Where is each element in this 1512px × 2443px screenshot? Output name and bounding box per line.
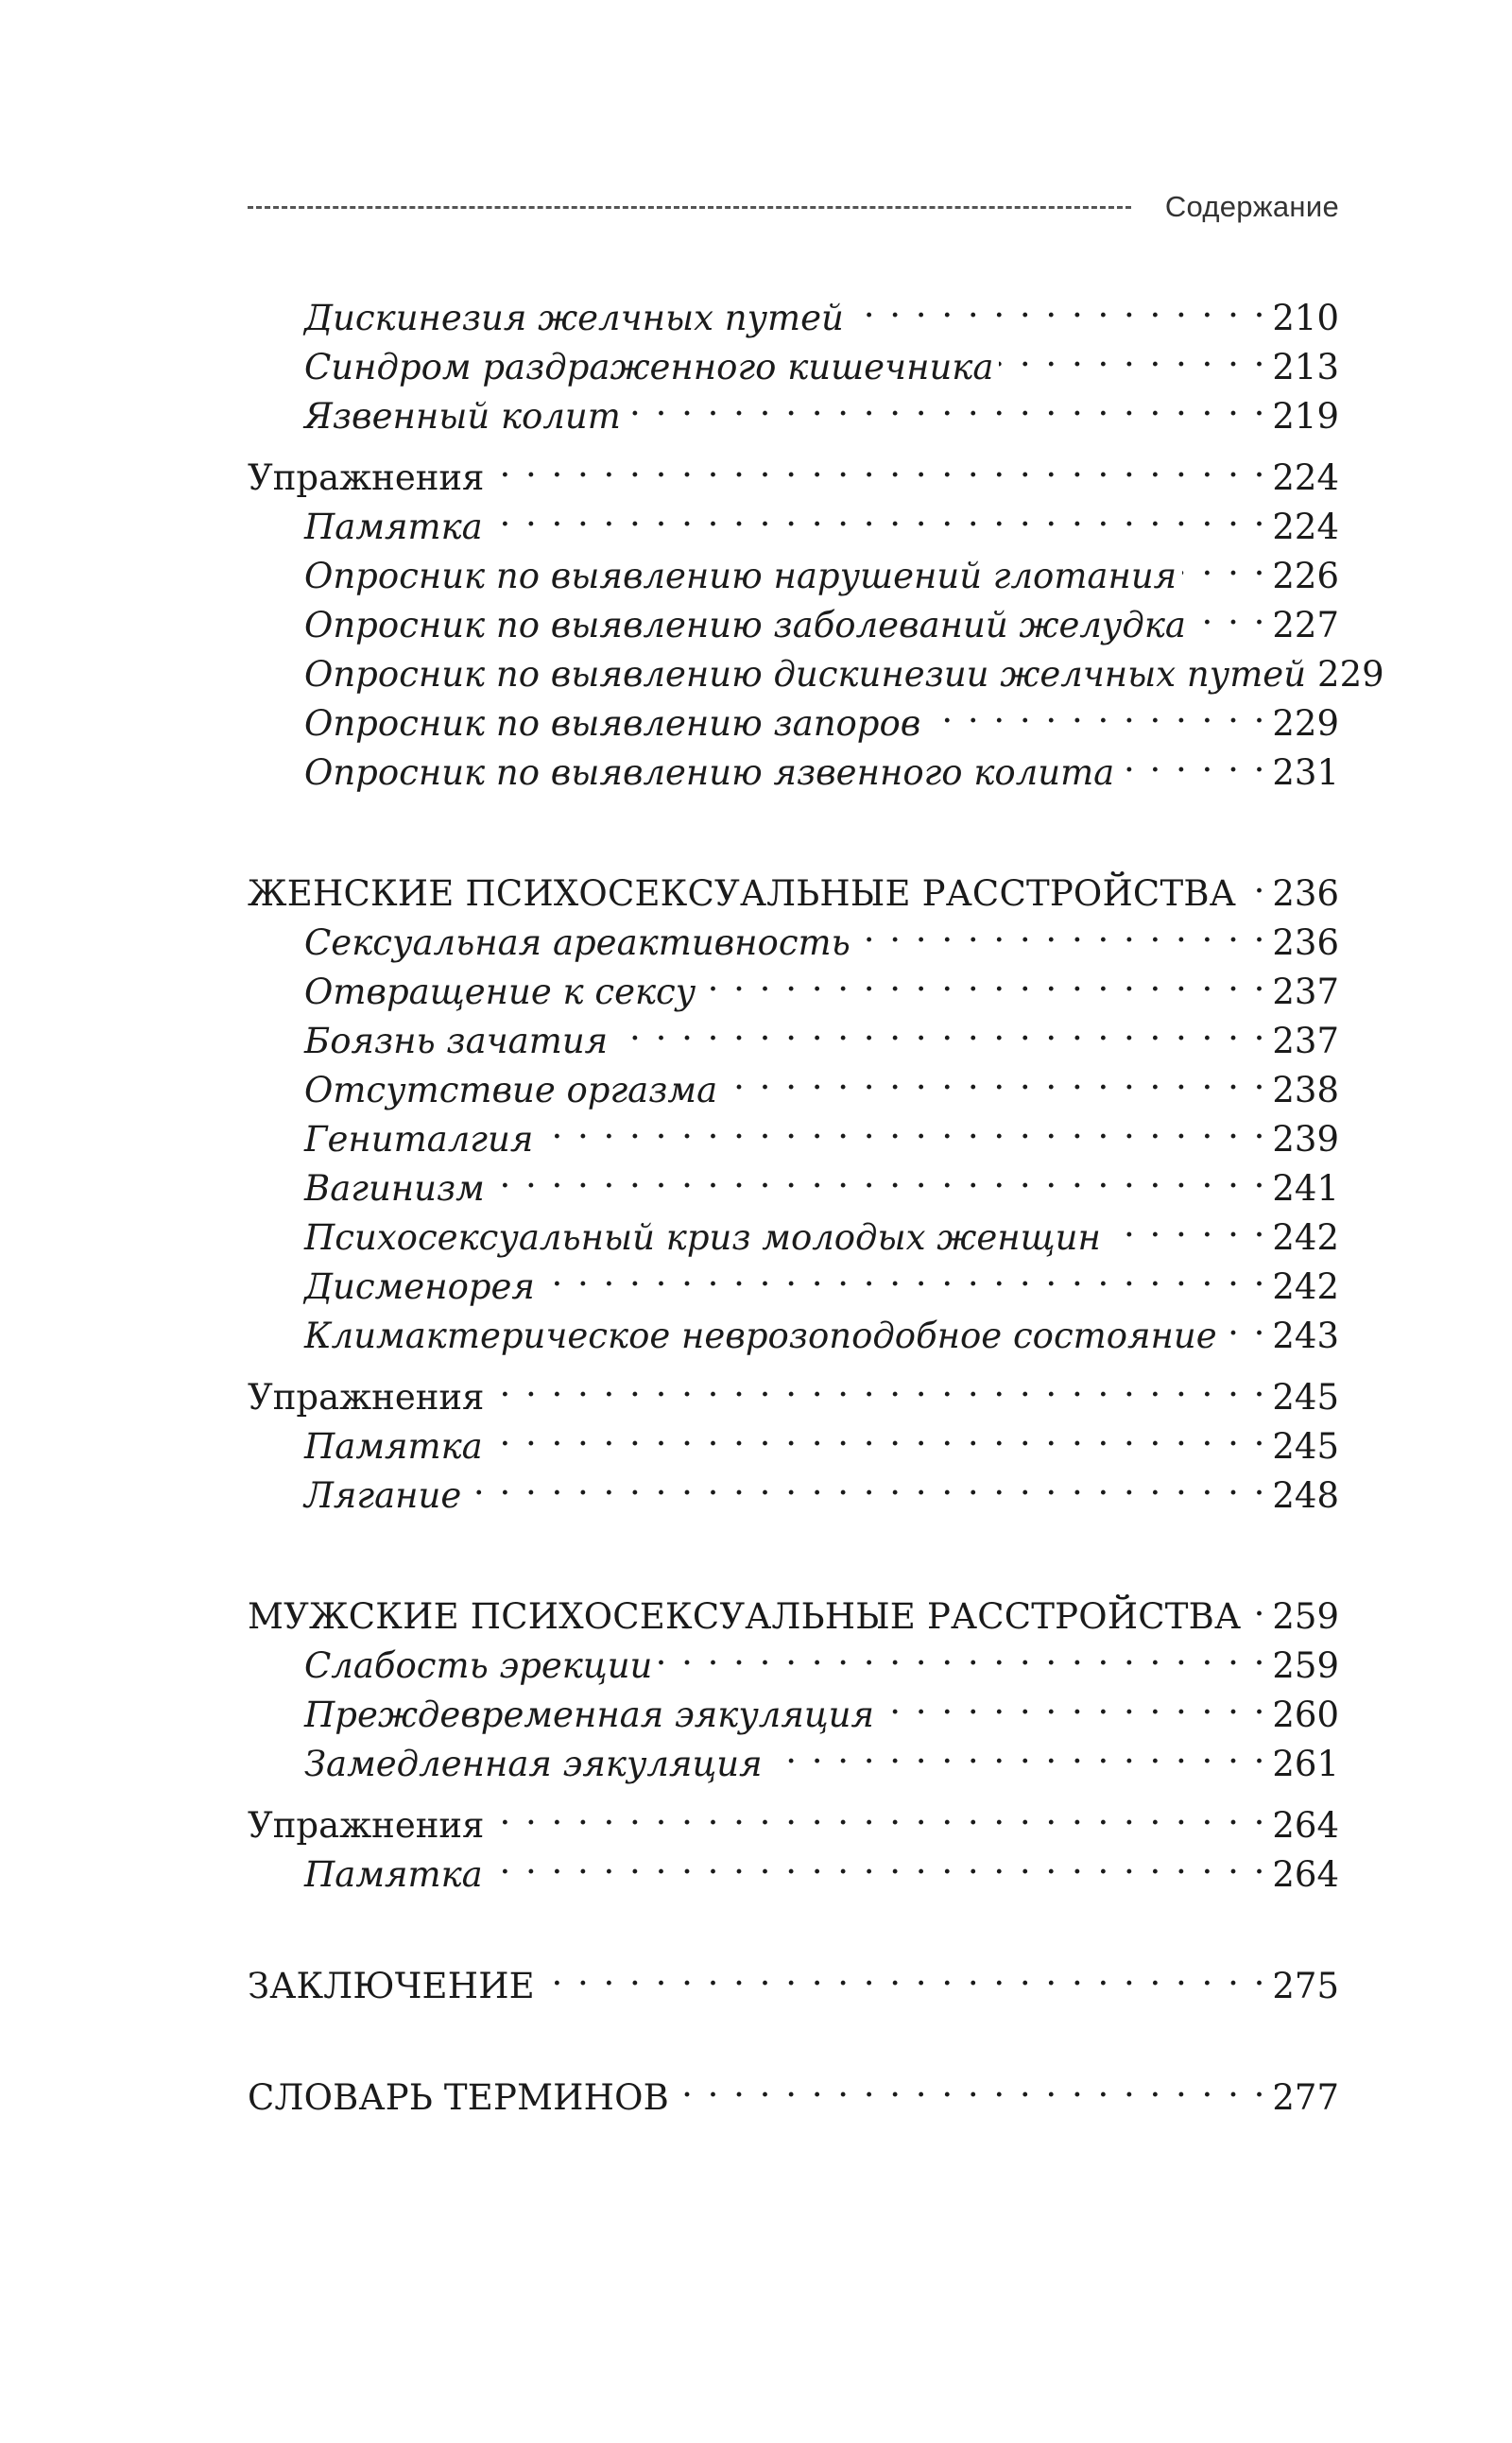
toc-entry-title: ЗАКЛЮЧЕНИЕ [248, 1966, 535, 2006]
toc-page-number: 261 [1272, 1744, 1339, 1784]
toc-entry-title: Дискинезия желчных путей [304, 298, 844, 338]
toc-entry-title: Памятка [304, 507, 483, 547]
toc-section-entry[interactable] [248, 1788, 1339, 1846]
dot-leader [627, 379, 1267, 428]
toc-page-number: 226 [1272, 556, 1339, 596]
toc-entry[interactable] [248, 1837, 1339, 1895]
toc-page-number: 243 [1272, 1316, 1339, 1356]
toc-page-number: 242 [1272, 1217, 1339, 1258]
toc-entry-title: Слабость эрекции [304, 1645, 653, 1686]
toc-page-number: 236 [1272, 922, 1339, 963]
toc-entry[interactable] [248, 1458, 1339, 1516]
toc-entry[interactable] [248, 1151, 1339, 1209]
toc-entry-title: Упражнения [248, 1377, 485, 1418]
dot-leader [999, 330, 1266, 379]
toc-page-number: 237 [1272, 1021, 1339, 1061]
dot-leader [539, 1102, 1266, 1151]
dot-leader [1192, 588, 1266, 637]
toc-page-number: 275 [1272, 1966, 1339, 2006]
toc-entry-title: Синдром раздраженного кишечника [304, 347, 994, 387]
toc-entry-title: Сексуальная ареактивность [304, 922, 850, 963]
dot-leader [1182, 539, 1266, 588]
toc-page-number: 259 [1272, 1645, 1339, 1686]
dot-leader [723, 1053, 1266, 1102]
toc-entry-title: Опросник по выявлению язвенного колита [304, 752, 1115, 793]
toc-entry-title: Опросник по выявлению запоров [304, 703, 921, 744]
toc-page-number: 245 [1272, 1377, 1339, 1418]
toc-entry[interactable] [248, 1677, 1339, 1735]
toc-page-number: 277 [1272, 2077, 1339, 2118]
toc-entry[interactable] [248, 379, 1339, 437]
toc-page-number: 227 [1272, 605, 1339, 645]
dot-leader [490, 1788, 1266, 1837]
toc-chapter-entry[interactable] [248, 1579, 1339, 1637]
toc-entry-title: Замедленная эякуляция [304, 1744, 763, 1784]
dot-leader [850, 281, 1267, 330]
toc-entry[interactable] [248, 1299, 1339, 1356]
dot-leader [541, 1949, 1266, 1998]
dot-leader [541, 1249, 1266, 1299]
toc-page-number: 264 [1272, 1805, 1339, 1846]
dot-leader [489, 490, 1267, 539]
toc-entry-title: Дисменорея [304, 1266, 535, 1307]
toc-page-number: 236 [1272, 873, 1339, 914]
toc-page-number: 224 [1272, 457, 1339, 498]
toc-entry[interactable] [248, 1053, 1339, 1110]
toc-entry-title: Психосексуальный криз молодых женщин [304, 1217, 1101, 1258]
toc-entry[interactable] [248, 1249, 1339, 1307]
toc-page-number: 224 [1272, 507, 1339, 547]
toc-entry[interactable] [248, 735, 1339, 793]
toc-entry-title: Климактерическое неврозоподобное состояние [304, 1316, 1217, 1356]
toc-page-number: 264 [1272, 1854, 1339, 1895]
dot-leader [880, 1677, 1266, 1727]
toc-entry-title: Преждевременная эякуляция [304, 1695, 874, 1735]
toc-entry-title: Упражнения [248, 1805, 485, 1846]
toc-page-number: 260 [1272, 1695, 1339, 1735]
header-title: Содержание [1164, 190, 1339, 223]
toc-entry[interactable] [248, 1727, 1339, 1784]
toc-page-number: 229 [1317, 654, 1384, 695]
toc-entry[interactable] [248, 905, 1339, 963]
toc-entry-title: МУЖСКИЕ ПСИХОСЕКСУАЛЬНЫЕ РАССТРОЙСТВА [248, 1596, 1242, 1637]
toc-entry[interactable] [248, 330, 1339, 387]
toc-entry[interactable] [248, 281, 1339, 338]
toc-entry-title: Отсутствие оргазма [304, 1070, 718, 1110]
toc-entry-title: Язвенный колит [304, 396, 621, 437]
dot-leader [658, 1628, 1266, 1677]
toc-page-number: 242 [1272, 1266, 1339, 1307]
toc-entry[interactable] [248, 539, 1339, 596]
toc-page-number: 210 [1272, 298, 1339, 338]
dot-leader [701, 955, 1266, 1004]
toc-entry-title: Памятка [304, 1426, 483, 1467]
toc-entry[interactable] [248, 686, 1339, 744]
toc-entry-title: СЛОВАРЬ ТЕРМИНОВ [248, 2077, 670, 2118]
dot-leader [613, 1004, 1266, 1053]
dot-leader [467, 1458, 1266, 1507]
dot-leader [1223, 1299, 1267, 1348]
toc-entry-title: Памятка [304, 1854, 483, 1895]
toc-entry-title: Опросник по выявлению нарушений глотания [304, 556, 1177, 596]
toc-entry[interactable] [248, 955, 1339, 1012]
dot-leader [675, 2060, 1266, 2109]
dot-leader [1242, 856, 1266, 905]
toc-entry[interactable] [248, 1102, 1339, 1160]
toc-page-number: 259 [1272, 1596, 1339, 1637]
dot-leader [490, 1360, 1266, 1409]
toc-entry[interactable] [248, 490, 1339, 547]
toc-chapter-entry[interactable] [248, 2060, 1339, 2118]
toc-chapter-entry[interactable] [248, 856, 1339, 914]
toc-entry-title: Опросник по выявлению дискинезии желчных путей [304, 654, 1307, 695]
toc-entry-title: Боязнь зачатия [304, 1021, 609, 1061]
toc-page-number: 238 [1272, 1070, 1339, 1110]
toc-section-entry[interactable] [248, 440, 1339, 498]
header-dashed-rule [248, 206, 1131, 209]
dot-leader [1246, 1579, 1266, 1628]
dot-leader [856, 905, 1267, 955]
toc-page-number: 245 [1272, 1426, 1339, 1467]
dot-leader [1107, 1200, 1267, 1249]
dot-leader [768, 1727, 1267, 1776]
toc-page-number: 241 [1272, 1168, 1339, 1209]
toc-page-number: 213 [1272, 347, 1339, 387]
toc-page-number: 239 [1272, 1119, 1339, 1160]
toc-entry[interactable] [248, 1628, 1339, 1686]
toc-entry-title: Отвращение к сексу [304, 972, 696, 1012]
toc-entry-title: Гениталгия [304, 1119, 534, 1160]
toc-page-number: 231 [1272, 752, 1339, 793]
dot-leader [1120, 735, 1266, 784]
toc-chapter-entry[interactable] [248, 1949, 1339, 2006]
toc-entry[interactable] [248, 637, 1384, 695]
toc-page-number: 237 [1272, 972, 1339, 1012]
toc-entry-title: Опросник по выявлению заболеваний желудка [304, 605, 1186, 645]
toc-entry[interactable] [248, 1200, 1339, 1258]
dot-leader [489, 1837, 1267, 1886]
dot-leader [490, 1151, 1267, 1200]
toc-entry[interactable] [248, 588, 1339, 645]
toc-entry[interactable] [248, 1004, 1339, 1061]
toc-entry[interactable] [248, 1409, 1339, 1467]
running-header [248, 185, 1339, 229]
toc-page-number: 219 [1272, 396, 1339, 437]
toc-page-number: 229 [1272, 703, 1339, 744]
toc-section-entry[interactable] [248, 1360, 1339, 1418]
toc-entry-title: Лягание [304, 1475, 462, 1516]
toc-page-number: 248 [1272, 1475, 1339, 1516]
dot-leader [489, 1409, 1267, 1458]
dot-leader [490, 440, 1266, 490]
toc-entry-title: ЖЕНСКИЕ ПСИХОСЕКСУАЛЬНЫЕ РАССТРОЙСТВА [248, 873, 1236, 914]
dot-leader [926, 686, 1266, 735]
toc-entry-title: Упражнения [248, 457, 485, 498]
toc-entry-title: Вагинизм [304, 1168, 485, 1209]
